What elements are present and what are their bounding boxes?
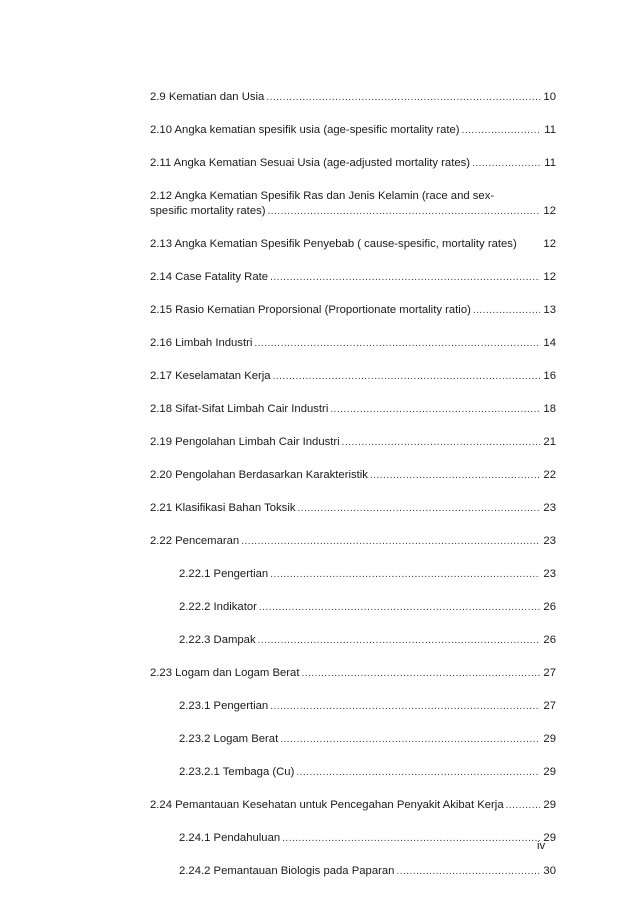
dot-leader [268, 204, 540, 219]
toc-entry-title: 2.20 Pengolahan Berdasarkan Karakteristik [150, 469, 368, 481]
toc-entry-page: 21 [543, 436, 556, 448]
toc-entry-title: 2.24.1 Pendahuluan [179, 832, 281, 844]
toc-entry [150, 336, 556, 369]
toc-entry-title: 2.21 Klasifikasi Bahan Toksik [150, 502, 296, 514]
dot-leader [473, 303, 540, 318]
toc-entry [150, 189, 556, 237]
toc-entry-page: 23 [543, 502, 556, 514]
toc-entry [150, 468, 556, 501]
toc-entry-page: 13 [543, 304, 556, 316]
toc-entry-title: 2.15 Rasio Kematian Proporsional (Proportionate mortality ratio) [150, 304, 471, 316]
toc-entry-title: 2.18 Sifat-Sifat Limbah Cair Industri [150, 403, 329, 415]
toc-entry [150, 864, 556, 897]
dot-leader [241, 534, 540, 549]
toc-entry [150, 798, 556, 831]
toc-entry [150, 732, 556, 765]
toc-entry-title: 2.11 Angka Kematian Sesuai Usia (age-adjusted mortality rates) [150, 157, 471, 169]
dot-leader [297, 501, 540, 516]
page-number: iv [537, 840, 546, 852]
toc-entry-page: 10 [543, 91, 556, 103]
toc-entry [150, 369, 556, 402]
toc-entry-page: 27 [543, 700, 556, 712]
toc-entry [150, 666, 556, 699]
dot-leader [342, 435, 540, 450]
toc-entry-title: 2.23.1 Pengertian [179, 700, 269, 712]
toc-entry-page: 29 [543, 832, 556, 844]
dot-leader [273, 369, 540, 384]
toc-entry-title: 2.23.2 Logam Berat [179, 733, 279, 745]
dot-leader [506, 798, 540, 813]
dot-leader [282, 831, 540, 846]
toc-entry-title: 2.23 Logam dan Logam Berat [150, 667, 300, 679]
toc-entry-page: 27 [543, 667, 556, 679]
dot-leader [370, 468, 540, 483]
toc-entry-title: 2.22.3 Dampak [179, 634, 256, 646]
toc-entry-title: 2.13 Angka Kematian Spesifik Penyebab ( cause-spesific, mortality rates) [150, 238, 517, 250]
toc-entry [150, 831, 556, 864]
dot-leader [266, 90, 540, 105]
toc-entry-title-continued: spesific mortality rates) [150, 205, 266, 217]
toc-entry [150, 90, 556, 123]
table-of-contents [150, 90, 556, 897]
toc-entry-page: 29 [543, 766, 556, 778]
toc-entry [150, 435, 556, 468]
dot-leader [396, 864, 540, 879]
toc-entry [150, 534, 556, 567]
toc-entry-page: 12 [543, 238, 556, 250]
dot-leader [270, 270, 540, 285]
dot-leader [280, 732, 540, 747]
toc-entry [150, 633, 556, 666]
toc-entry-page: 11 [544, 157, 556, 169]
toc-entry-title: 2.22 Pencemaran [150, 535, 240, 547]
toc-entry [150, 765, 556, 798]
toc-entry-page: 11 [544, 124, 556, 136]
toc-entry-page: 30 [543, 865, 556, 877]
toc-entry-title: 2.22.2 Indikator [179, 601, 257, 613]
toc-entry-page: 22 [543, 469, 556, 481]
toc-entry-title: 2.12 Angka Kematian Spesifik Ras dan Jenis Kelamin (race and sex- [150, 190, 495, 202]
toc-entry-page: 26 [543, 634, 556, 646]
toc-entry-title: 2.24.2 Pemantauan Biologis pada Paparan [179, 865, 395, 877]
toc-entry-page: 12 [543, 205, 556, 217]
toc-entry [150, 270, 556, 303]
toc-entry-page: 23 [543, 568, 556, 580]
dot-leader [270, 699, 540, 714]
toc-entry-page: 26 [543, 601, 556, 613]
toc-entry-title: 2.14 Case Fatality Rate [150, 271, 269, 283]
dot-leader [330, 402, 540, 417]
dot-leader [472, 156, 540, 171]
toc-entry-title: 2.19 Pengolahan Limbah Cair Industri [150, 436, 340, 448]
toc-entry-title: 2.24 Pemantauan Kesehatan untuk Pencegahan Penyakit Akibat Kerja [150, 799, 504, 811]
dot-leader [296, 765, 540, 780]
dot-leader [301, 666, 540, 681]
toc-entry-page: 29 [543, 799, 556, 811]
toc-entry-title: 2.10 Angka kematian spesifik usia (age-spesific mortality rate) [150, 124, 460, 136]
dot-leader [462, 123, 540, 138]
toc-entry-page: 18 [543, 403, 556, 415]
toc-entry-title: 2.9 Kematian dan Usia [150, 91, 265, 103]
toc-entry [150, 501, 556, 534]
toc-entry-page: 23 [543, 535, 556, 547]
toc-entry-page: 29 [543, 733, 556, 745]
toc-entry [150, 123, 556, 156]
toc-entry [150, 156, 556, 189]
toc-entry-page: 12 [543, 271, 556, 283]
toc-entry-title: 2.22.1 Pengertian [179, 568, 269, 580]
toc-entry-title: 2.23.2.1 Tembaga (Cu) [179, 766, 295, 778]
toc-entry [150, 600, 556, 633]
toc-entry-title: 2.16 Limbah Industri [150, 337, 253, 349]
dot-leader [259, 600, 540, 615]
toc-entry [150, 699, 556, 732]
dot-leader [254, 336, 540, 351]
toc-entry [150, 567, 556, 600]
dot-leader [258, 633, 540, 648]
toc-entry [150, 402, 556, 435]
toc-entry-page: 14 [543, 337, 556, 349]
toc-entry-title: 2.17 Keselamatan Kerja [150, 370, 271, 382]
toc-entry [150, 237, 556, 270]
toc-entry [150, 303, 556, 336]
toc-entry-page: 16 [543, 370, 556, 382]
dot-leader [270, 567, 540, 582]
